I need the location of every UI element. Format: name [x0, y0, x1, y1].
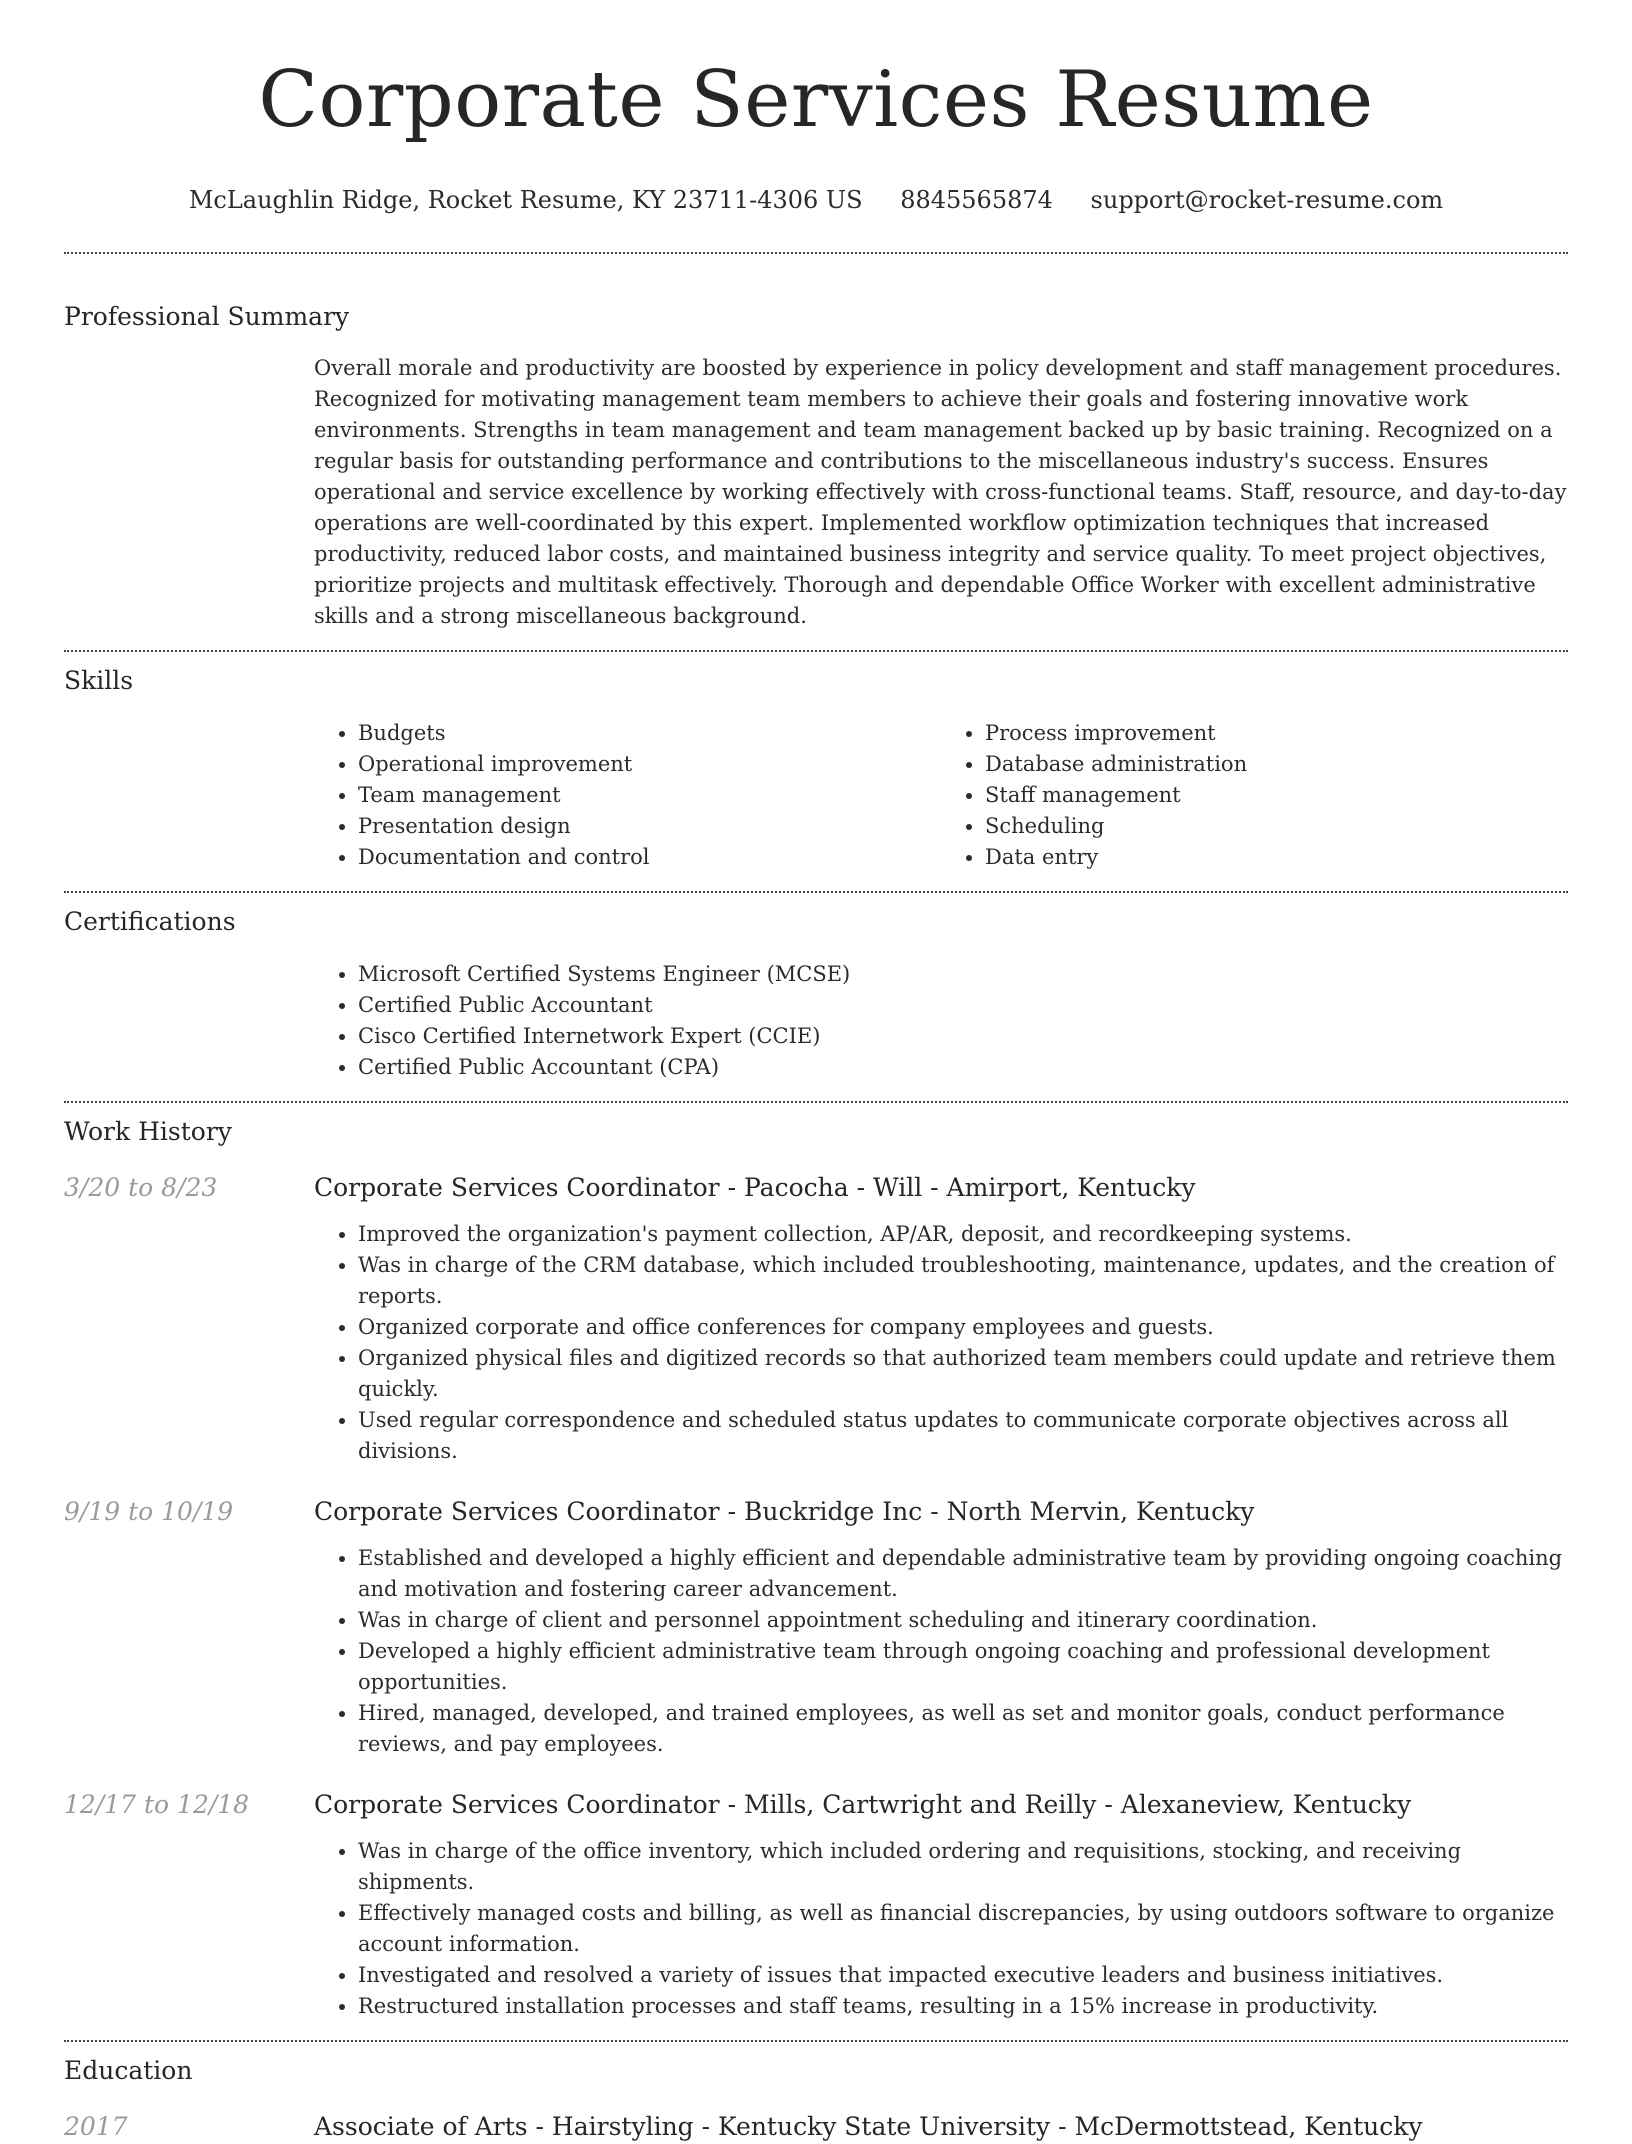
- skill-item: • Database administration: [985, 749, 1568, 780]
- job-dates: 3/20 to 8/23: [64, 1173, 218, 1202]
- job-title: Corporate Services Coordinator - Buckridge Inc - North Mervin, Kentucky: [314, 1497, 1255, 1526]
- skill-item: • Scheduling: [985, 811, 1568, 842]
- job-entry: [64, 1495, 1568, 1760]
- job-bullet: • Established and developed a highly efficient and dependable administrative team by providing ongoing coaching and motivation and fostering career advancement.: [358, 1543, 1568, 1605]
- skill-item: • Staff management: [985, 780, 1568, 811]
- job-dates: 9/19 to 10/19: [64, 1497, 234, 1526]
- job-bullets: [314, 1543, 1568, 1760]
- job-bullet: • Hired, managed, developed, and trained employees, as well as set and monitor goals, conduct performance reviews, and pay employees.: [358, 1698, 1568, 1760]
- skill-item: • Budgets: [358, 718, 941, 749]
- certifications-list: [314, 959, 1568, 1083]
- job-bullet: • Restructured installation processes and staff teams, resulting in a 15% increase in productivity.: [358, 1991, 1568, 2022]
- job-title: Corporate Services Coordinator - Mills, Cartwright and Reilly - Alexaneview, Kentucky: [314, 1790, 1412, 1819]
- summary-body: [314, 353, 1568, 632]
- skills-list-left: [314, 718, 941, 873]
- job-dates: 12/17 to 12/18: [64, 1790, 250, 1819]
- job-bullet: • Improved the organization's payment collection, AP/AR, deposit, and recordkeeping systems.: [358, 1219, 1568, 1250]
- skills-grid: [314, 718, 1568, 873]
- work-history-heading: Work History: [64, 1117, 232, 1146]
- professional-summary-section: [64, 254, 1568, 632]
- education-title: Associate of Arts - Hairstyling - Kentucky State University - McDermottstead, Kentucky: [314, 2112, 1423, 2141]
- skill-item: • Operational improvement: [358, 749, 941, 780]
- skills-heading: Skills: [64, 666, 134, 695]
- education-section: [64, 2042, 1568, 2144]
- job-title: Corporate Services Coordinator - Pacocha - Will - Amirport, Kentucky: [314, 1173, 1196, 1202]
- education-heading: Education: [64, 2056, 193, 2085]
- skill-item: • Team management: [358, 780, 941, 811]
- job-entry: [64, 1788, 1568, 2022]
- resume-title: Corporate Services Resume: [258, 55, 1374, 145]
- job-bullet: • Effectively managed costs and billing, as well as financial discrepancies, by using outdoors software to organize account information.: [358, 1898, 1568, 1960]
- job-bullet: • Was in charge of the office inventory, which included ordering and requisitions, stocking, and receiving shipments.: [358, 1836, 1568, 1898]
- skills-section: [64, 652, 1568, 873]
- education-entry: [64, 2110, 1568, 2144]
- job-bullet: • Organized physical files and digitized records so that authorized team members could update and retrieve them quickly.: [358, 1343, 1568, 1405]
- job-bullets: [314, 1836, 1568, 2022]
- job-header: [64, 1788, 1568, 1822]
- job-bullet: • Was in charge of the CRM database, which included troubleshooting, maintenance, updates, and the creation of reports.: [358, 1250, 1568, 1312]
- job-bullet: • Was in charge of client and personnel appointment scheduling and itinerary coordination.: [358, 1605, 1568, 1636]
- summary-heading: Professional Summary: [64, 302, 350, 331]
- skills-list-right: [941, 718, 1568, 873]
- certifications-section: [64, 893, 1568, 1083]
- job-header: [64, 1171, 1568, 1205]
- certification-item: • Certified Public Accountant (CPA): [358, 1052, 1568, 1083]
- work-history-section: [64, 1103, 1568, 2022]
- certifications-body: [314, 959, 1568, 1083]
- job-bullet: • Developed a highly efficient administrative team through ongoing coaching and professional development opportunities.: [358, 1636, 1568, 1698]
- job-entry: [64, 1171, 1568, 1467]
- job-bullet-list: [314, 1836, 1568, 2022]
- job-bullet-list: [314, 1219, 1568, 1467]
- contact-phone: 8845565874: [900, 186, 1053, 214]
- contact-email[interactable]: support@rocket-resume.com: [1090, 186, 1444, 214]
- skill-item: • Data entry: [985, 842, 1568, 873]
- job-header: [64, 1495, 1568, 1529]
- job-bullet: • Used regular correspondence and scheduled status updates to communicate corporate objectives across all divisions.: [358, 1405, 1568, 1467]
- job-bullet-list: [314, 1543, 1568, 1760]
- job-bullets: [314, 1219, 1568, 1467]
- contact-address: McLaughlin Ridge, Rocket Resume, KY 23711-4306 US: [188, 186, 863, 214]
- job-bullet: • Investigated and resolved a variety of issues that impacted executive leaders and business initiatives.: [358, 1960, 1568, 1991]
- certifications-heading: Certifications: [64, 907, 236, 936]
- certification-item: • Certified Public Accountant: [358, 990, 1568, 1021]
- certification-item: • Microsoft Certified Systems Engineer (MCSE): [358, 959, 1568, 990]
- skill-item: • Presentation design: [358, 811, 941, 842]
- certification-item: • Cisco Certified Internetwork Expert (CCIE): [358, 1021, 1568, 1052]
- education-year: 2017: [64, 2112, 128, 2141]
- skill-item: • Process improvement: [985, 718, 1568, 749]
- job-bullet: • Organized corporate and office conferences for company employees and guests.: [358, 1312, 1568, 1343]
- contact-info: [64, 184, 1568, 216]
- skill-item: • Documentation and control: [358, 842, 941, 873]
- education-header: [64, 2110, 1568, 2144]
- summary-text: Overall morale and productivity are boosted by experience in policy development and staff management procedures. Recognized for motivating management team members to achieve their goals and fostering innovative work environments. Strengths in team management and team management backed up by basic training. Recognized on a regular basis for outstanding performance and contributions to the miscellaneous industry's success. Ensures operational and service excellence by working effectively with cross-functional teams. Staff, resource, and day-to-day operations are well-coordinated by this expert. Implemented workflow optimization techniques that increased productivity, reduced labor costs, and maintained business integrity and service quality. To meet project objectives, prioritize projects and multitask effectively. Thorough and dependable Office Worker with excellent administrative skills and a strong miscellaneous background.: [314, 356, 1567, 628]
